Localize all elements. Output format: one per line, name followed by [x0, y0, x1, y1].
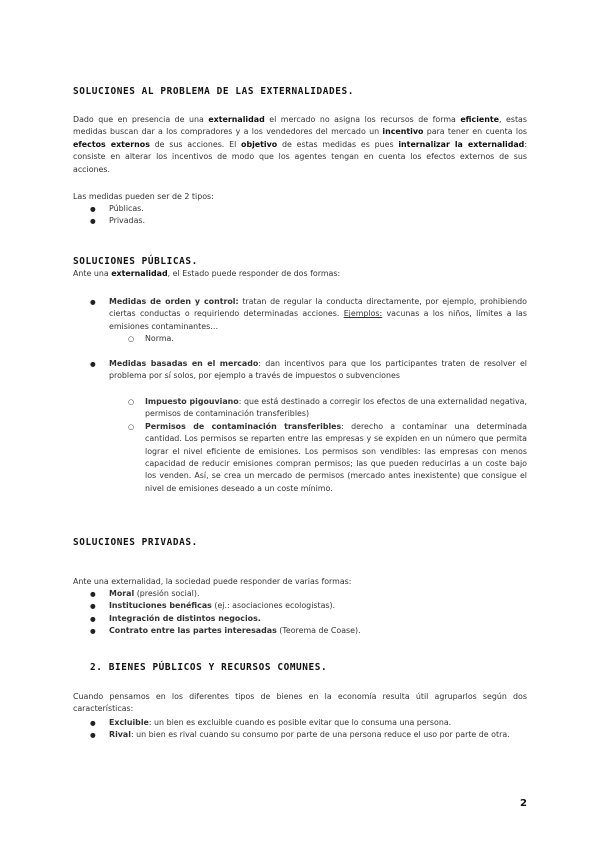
list-item-pigouvian-tax: ○ Impuesto pigouviano: que está destinado a corregir los efectos de una externalidad negativa, permisos de contaminación transferibles) [145, 396, 527, 421]
list-item: ● Contrato entre las partes interesadas (Teorema de Coase). [109, 625, 361, 637]
types-intro: Las medidas pueden ser de 2 tipos: [73, 192, 214, 201]
list-item-order-control: ● Medidas de orden y control: tratan de regular la conducta directamente, por ejemplo, prohibiendo ciertas conductas o requiriendo determinadas acciones. Ejemplos: vacunas a los niños, límites a las emisiones contaminantes… [109, 296, 527, 333]
goods-intro: Cuando pensamos en los diferentes tipos de bienes en la economía resulta útil agruparlos según dos características: [73, 692, 527, 714]
types-list [109, 203, 145, 228]
heading-externalities: SOLUCIONES AL PROBLEMA DE LAS EXTERNALIDADES. [73, 86, 354, 97]
order-sublist [145, 333, 174, 345]
list-item: ● Instituciones benéficas (ej.: asociaciones ecologistas). [109, 600, 361, 612]
intro-paragraph: Dado que en presencia de una externalidad el mercado no asigna los recursos de forma eficiente, estas medidas buscan dar a los compradores y a los vendedores del mercado un incentivo para tener en cuenta los efectos externos de sus acciones. El objetivo de estas medidas es pues internalizar la externalidad: consiste en alterar los incentivos de modo que los agentes tengan en cuenta los efectos externos de sus acciones. [73, 115, 528, 174]
heading-private-solutions: SOLUCIONES PRIVADAS. [73, 537, 198, 548]
list-item-rival: ● Rival: un bien es rival cuando su consumo por parte de una persona reduce el uso por parte de otra. [109, 729, 527, 741]
goods-characteristics-list [109, 717, 527, 742]
list-item: ● Integración de distintos negocios. [109, 613, 361, 625]
list-item: ● Públicas. [109, 203, 145, 215]
public-measures-list [109, 296, 527, 333]
market-measures-list [109, 358, 527, 383]
private-intro: Ante una externalidad, la sociedad puede responder de varias formas: [73, 577, 352, 586]
list-item-market-based: ● Medidas basadas en el mercado: dan incentivos para que los participantes traten de resolver el problema por sí solos, por ejemplo a través de impuestos o subvenciones [109, 358, 527, 383]
heading-public-goods: 2. BIENES PÚBLICOS Y RECURSOS COMUNES. [90, 662, 328, 673]
heading-public-solutions: SOLUCIONES PÚBLICAS. [73, 256, 198, 267]
page-number: 2 [520, 798, 527, 809]
list-item: ● Moral (presión social). [109, 588, 361, 600]
list-item-norma: ○ Norma. [145, 333, 174, 345]
list-item-tradable-permits: ○ Permisos de contaminación transferibles: derecho a contaminar una determinada cantidad. Los permisos se reparten entre las empresas y se expiden en un número que permita lograr el nivel eficiente de emisiones. Los permisos son vendibles: las empresas con menos capacidad de reducir emisiones compran permisos; las que pueden reducirlas a un coste bajo los venden. Así, se crea un mercado de permisos (mercado antes inexistente) que consigue el nivel de emisiones deseado a un coste mínimo. [145, 421, 527, 495]
list-item-excludable: ● Excluible: un bien es excluible cuando es posible evitar que lo consuma una persona. [109, 717, 527, 729]
private-list [109, 588, 361, 638]
public-intro: Ante una externalidad, el Estado puede responder de dos formas: [73, 269, 341, 278]
market-sublist [145, 396, 527, 495]
list-item: ● Privadas. [109, 215, 145, 227]
